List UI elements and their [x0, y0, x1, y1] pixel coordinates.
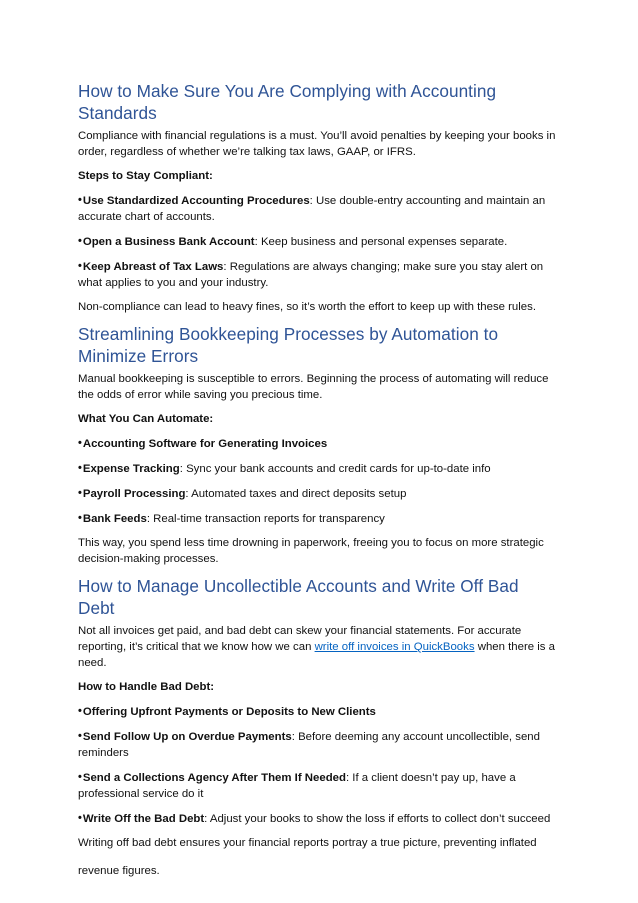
paragraph: Non-compliance can lead to heavy fines, so it’s worth the effort to keep up with these rules. [78, 301, 536, 313]
paragraph: This way, you spend less time drowning in paperwork, freeing you to focus on more strategic decision-making processes. [78, 537, 544, 565]
section-heading-bad-debt: How to Manage Uncollectible Accounts and Write Off Bad Debt [78, 576, 519, 618]
quickbooks-write-off-link[interactable]: write off invoices in QuickBooks [314, 641, 475, 653]
bullet-icon: • [78, 437, 82, 449]
list-item: •Payroll Processing: Automated taxes and direct deposits setup [78, 487, 407, 500]
paragraph: Compliance with financial regulations is a must. You’ll avoid penalties by keeping your books in order, regardless of whether we’re talking tax laws, GAAP, or IFRS. [78, 130, 556, 158]
bullet-icon: • [78, 512, 82, 524]
list-item: •Send a Collections Agency After Them If Needed: If a client doesn’t pay up, have a professional service do it [78, 771, 516, 800]
section-heading-compliance: How to Make Sure You Are Complying with Accounting Standards [78, 81, 497, 123]
list-item: •Write Off the Bad Debt: Adjust your books to show the loss if efforts to collect don’t succeed [78, 812, 551, 825]
paragraph: revenue figures. [78, 865, 160, 877]
list-item: •Expense Tracking: Sync your bank accounts and credit cards for up-to-date info [78, 462, 491, 475]
list-item: •Use Standardized Accounting Procedures: Use double-entry accounting and maintain an accurate chart of accounts. [78, 194, 546, 223]
list-item: •Bank Feeds: Real-time transaction reports for transparency [78, 512, 385, 525]
bullet-icon: • [78, 812, 82, 824]
bullet-icon: • [78, 260, 82, 272]
list-item: •Offering Upfront Payments or Deposits to New Clients [78, 705, 376, 718]
paragraph: Manual bookkeeping is susceptible to errors. Beginning the process of automating will reduce the odds of error while saving you precious time. [78, 373, 549, 401]
list-item: •Accounting Software for Generating Invoices [78, 437, 328, 450]
list-item: •Send Follow Up on Overdue Payments: Before deeming any account uncollectible, send reminders [78, 730, 540, 759]
document-page [78, 80, 558, 887]
subheading: How to Handle Bad Debt: [78, 681, 215, 693]
list-item: •Open a Business Bank Account: Keep business and personal expenses separate. [78, 235, 508, 248]
subheading: Steps to Stay Compliant: [78, 170, 213, 182]
paragraph: Writing off bad debt ensures your financial reports portray a true picture, preventing inflated [78, 837, 537, 849]
bullet-icon: • [78, 462, 82, 474]
list-item: •Keep Abreast of Tax Laws: Regulations are always changing; make sure you stay alert on what applies to you and your industry. [78, 260, 544, 289]
bullet-icon: • [78, 705, 82, 717]
paragraph: Not all invoices get paid, and bad debt can skew your financial statements. For accurate reporting, it’s critical that we know how we can write off invoices in QuickBooks when there is a need. [78, 625, 555, 669]
bullet-icon: • [78, 194, 82, 206]
bullet-icon: • [78, 487, 82, 499]
section-heading-automation: Streamlining Bookkeeping Processes by Automation to Minimize Errors [78, 324, 499, 366]
bullet-icon: • [78, 771, 82, 783]
subheading: What You Can Automate: [78, 413, 214, 425]
bullet-icon: • [78, 730, 82, 742]
bullet-icon: • [78, 235, 82, 247]
